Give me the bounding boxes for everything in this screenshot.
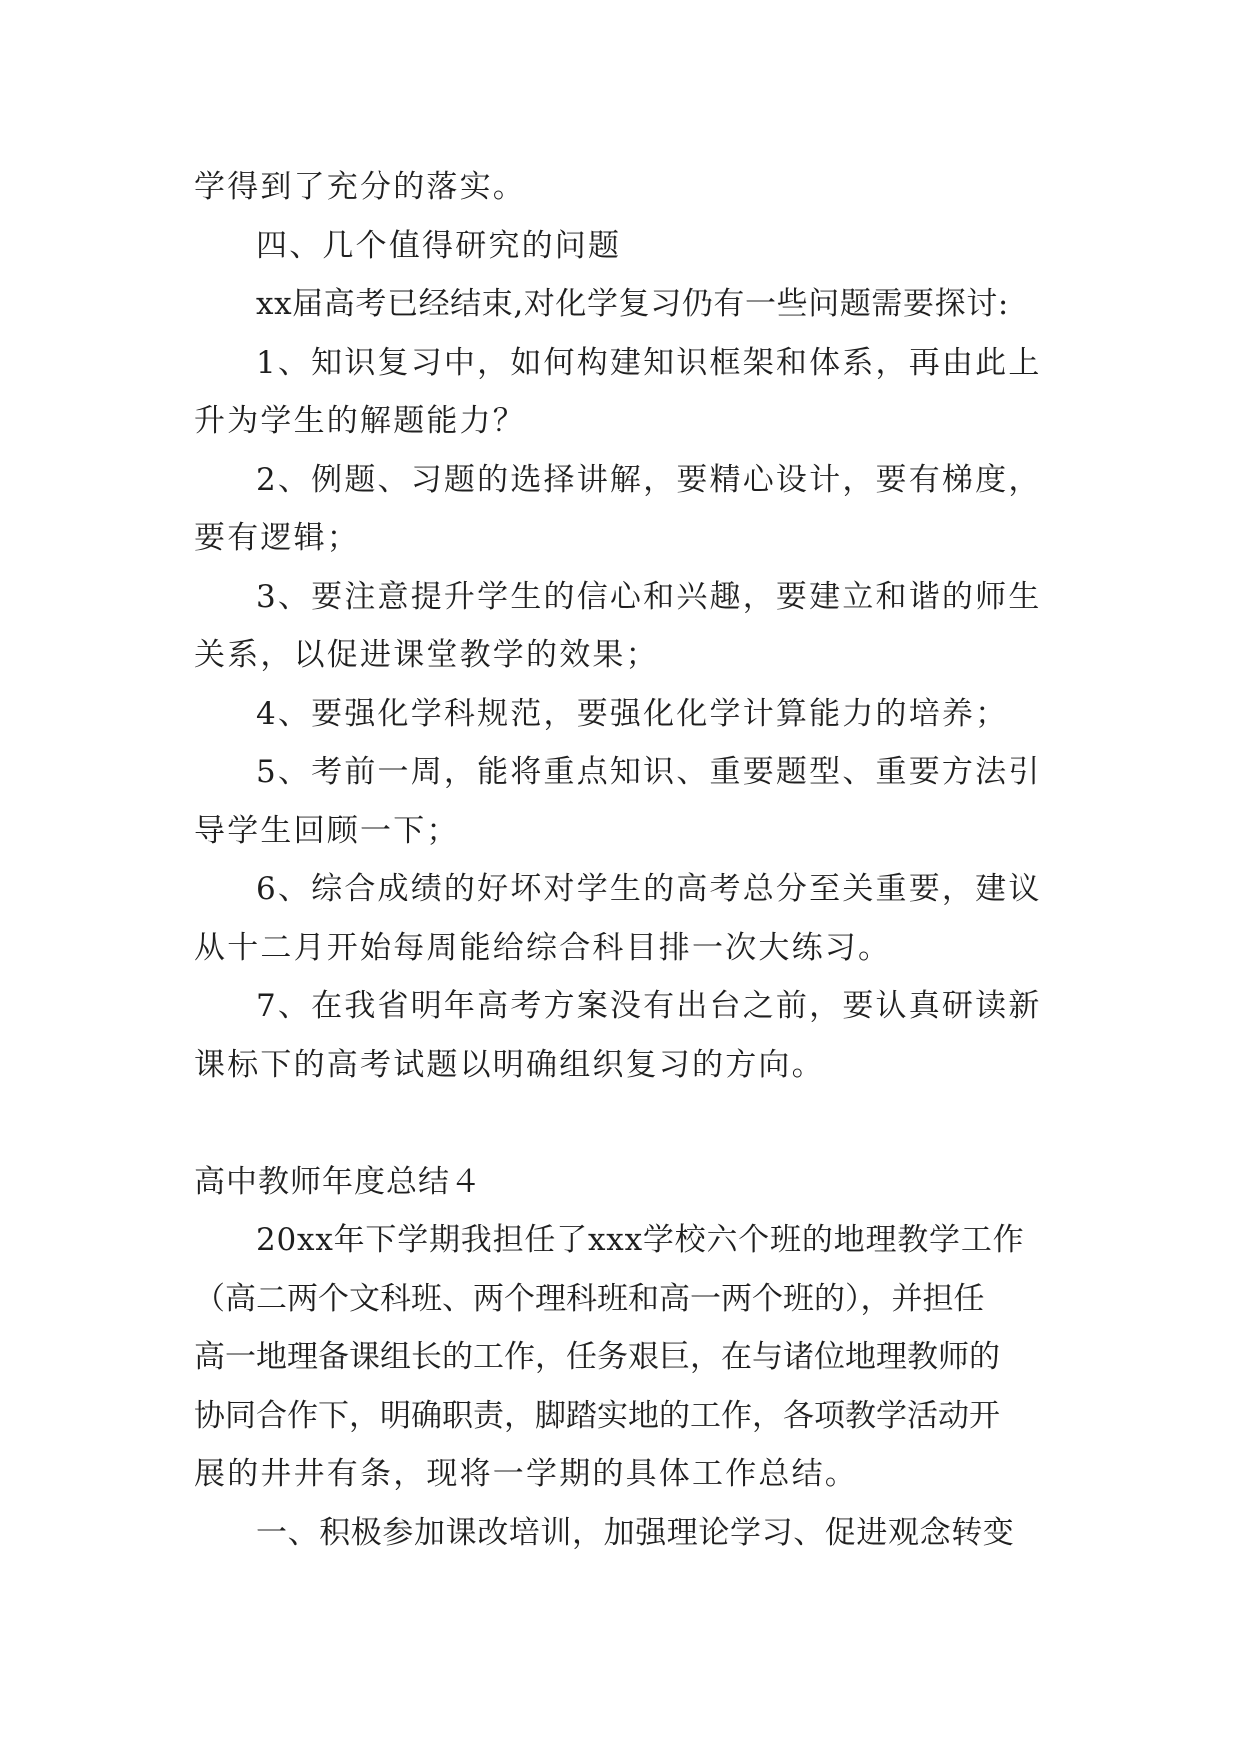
paragraph-line: 展的井井有条，现将一学期的具体工作总结。 <box>194 1456 858 1492</box>
paragraph-line: 高一地理备课组长的工作，任务艰巨，在与诸位地理教师的 <box>194 1339 1000 1375</box>
list-item-3-line-2: 关系，以促进课堂教学的效果； <box>194 637 659 673</box>
section-gap <box>194 1094 1060 1153</box>
list-item-5-line-2: 导学生回顾一下； <box>194 812 460 849</box>
list-item-5-line-1: 5、考前一周，能将重点知识、重要题型、重要方法引 <box>256 754 1042 790</box>
section-heading: 一、积极参加课改培训，加强理论学习、促进观念转变 <box>256 1514 1015 1551</box>
paragraph-line: 协同合作下，明确职责，脚踏实地的工作，各项教学活动开 <box>194 1397 1000 1434</box>
list-item-7-line-2: 课标下的高考试题以明确组织复习的方向。 <box>194 1046 825 1083</box>
section-heading: 四、几个值得研究的问题 <box>256 227 622 264</box>
section-title: 高中教师年度总结４ <box>194 1163 482 1200</box>
paragraph-line: 学得到了充分的落实。 <box>194 169 526 205</box>
list-item-1-line-1: 1、知识复习中，如何构建知识框架和体系，再由此上 <box>256 344 1042 381</box>
list-item-4: 4、要强化学科规范，要强化化学计算能力的培养； <box>256 695 1009 732</box>
list-item-1-line-2: 升为学生的解题能力？ <box>194 403 526 439</box>
list-item-7-line-1: 7、在我省明年高考方案没有出台之前，要认真研读新 <box>256 988 1042 1024</box>
document-body <box>194 158 1060 1562</box>
paragraph-line: （高二两个文科班、两个理科班和高一两个班的），并担任 <box>194 1280 985 1317</box>
list-item-6-line-2: 从十二月开始每周能给综合科目排一次大练习。 <box>194 929 892 966</box>
list-item-2-line-1: 2、例题、习题的选择讲解，要精心设计，要有梯度， <box>256 461 1042 498</box>
paragraph-line: 20xx年下学期我担任了xxx学校六个班的地理教学工作 <box>256 1222 1025 1258</box>
paragraph-line: xx届高考已经结束,对化学复习仍有一些问题需要探讨: <box>256 286 1009 322</box>
list-item-2-line-2: 要有逻辑； <box>194 520 360 556</box>
list-item-3-line-1: 3、要注意提升学生的信心和兴趣，要建立和谐的师生 <box>256 578 1042 615</box>
list-item-6-line-1: 6、综合成绩的好坏对学生的高考总分至关重要，建议 <box>256 871 1042 907</box>
